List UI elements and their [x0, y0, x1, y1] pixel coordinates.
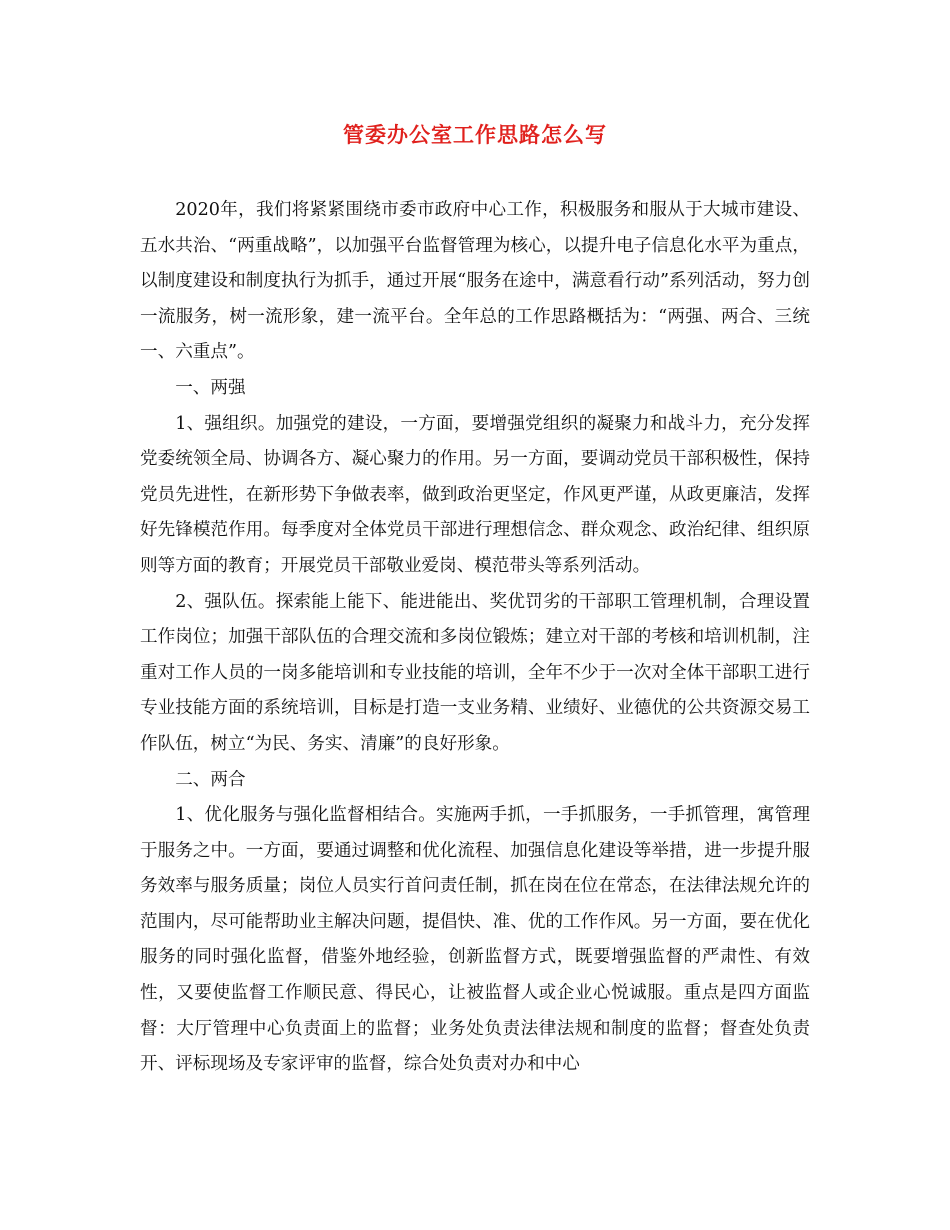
paragraph-intro: 2020年，我们将紧紧围绕市委市政府中心工作，积极服务和服从于大城市建设、五水共治、“两重战略”，以加强平台监督管理为核心，以提升电子信息化水平为重点，以制度建设和制度执行为抓手，通过开展“服务在途中，满意看行动”系列活动，努力创一流服务，树一流形象，建一流平台。全年总的工作思路概括为：“两强、两合、三统一、六重点”。	[140, 200, 810, 363]
section-heading-two-strong: 一、两强	[175, 377, 246, 398]
document-title: 管委办公室工作思路怎么写	[343, 122, 607, 147]
paragraph-strengthen-team: 2、强队伍。探索能上能下、能进能出、奖优罚劣的干部职工管理机制，合理设置工作岗位；加强干部队伍的合理交流和多岗位锻炼；建立对干部的考核和培训机制，注重对工作人员的一岗多能培训和专业技能的培训，全年不少于一次对全体干部职工进行专业技能方面的系统培训，目标是打造一支业务精、业绩好、业德优的公共资源交易工作队伍，树立“为民、务实、清廉”的良好形象。	[140, 591, 810, 754]
section-heading-two-combine: 二、两合	[175, 769, 246, 790]
paragraph-strengthen-organization: 1、强组织。加强党的建设，一方面，要增强党组织的凝聚力和战斗力，充分发挥党委统领全局、协调各方、凝心聚力的作用。另一方面，要调动党员干部积极性，保持党员先进性，在新形势下争做表率，做到政治更坚定，作风更严谨，从政更廉洁，发挥好先锋模范作用。每季度对全体党员干部进行理想信念、群众观念、政治纪律、组织原则等方面的教育；开展党员干部敬业爱岗、模范带头等系列活动。	[140, 413, 810, 576]
document-body	[140, 193, 810, 1083]
paragraph-service-and-supervision: 1、优化服务与强化监督相结合。实施两手抓，一手抓服务，一手抓管理，寓管理于服务之中。一方面，要通过调整和优化流程、加强信息化建设等举措，进一步提升服务效率与服务质量；岗位人员实行首问责任制，抓在岗在位在常态，在法律法规允许的范围内，尽可能帮助业主解决问题，提倡快、准、优的工作作风。另一方面，要在优化服务的同时强化监督，借鉴外地经验，创新监督方式，既要增强监督的严肃性、有效性，又要使监督工作顺民意、得民心，让被监督人或企业心悦诚服。重点是四方面监督：大厅管理中心负责面上的监督；业务处负责法律法规和制度的监督；督查处负责开、评标现场及专家评审的监督，综合处负责对办和中心	[140, 805, 810, 1075]
